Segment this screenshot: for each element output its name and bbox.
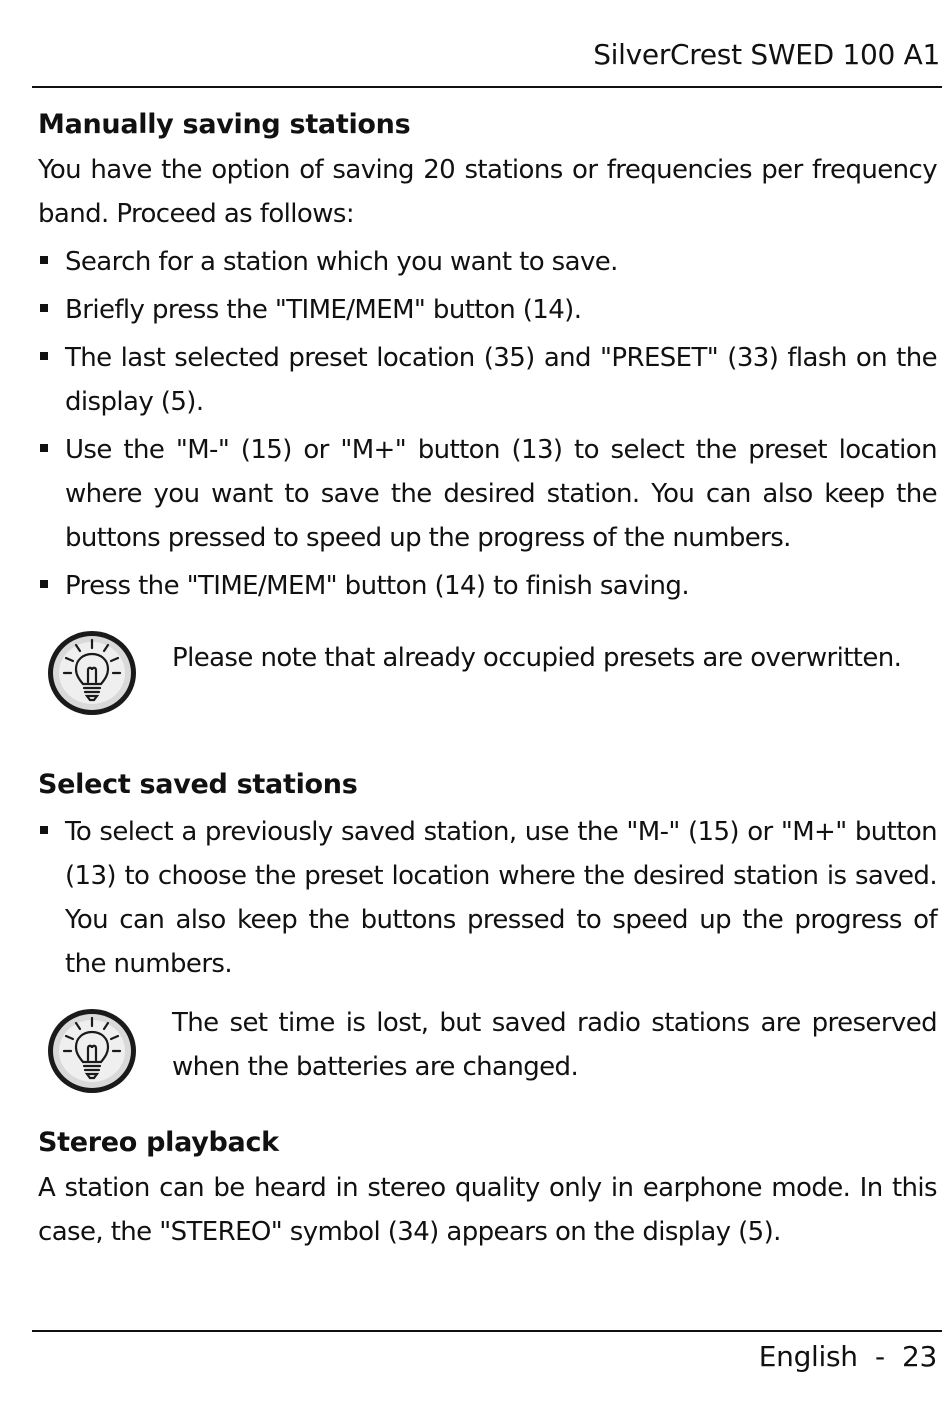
bullet-marker <box>40 256 48 264</box>
lightbulb-icon <box>46 626 146 722</box>
note-box <box>38 626 937 722</box>
step-list <box>38 240 937 608</box>
bullet-marker <box>40 580 48 588</box>
section-heading-stereo: Stereo playback <box>38 1127 279 1158</box>
page-content <box>38 104 937 1254</box>
bullet-marker <box>40 826 48 834</box>
section-heading-select-saved: Select saved stations <box>38 769 358 800</box>
list-item: Briefly press the "TIME/MEM" button (14). <box>38 288 937 332</box>
section-intro: You have the option of saving 20 stations or frequencies per frequency band. Proceed as follows: <box>38 155 937 229</box>
bullet-marker <box>40 304 48 312</box>
header-rule <box>32 86 942 88</box>
section-text: A station can be heard in stereo quality only in earphone mode. In this case, the "STEREO" symbol (34) appears on the display (5). <box>38 1173 937 1247</box>
lightbulb-icon <box>46 1004 146 1100</box>
page-footer: English - 23 <box>758 1340 937 1373</box>
list-item: Use the "M-" (15) or "M+" button (13) to select the preset location where you want to save the desired station. You can also keep the buttons pressed to speed up the progress of the numbers. <box>38 428 937 560</box>
running-header: SilverCrest SWED 100 A1 <box>593 38 940 71</box>
bullet-marker <box>40 444 48 452</box>
bullet-marker <box>40 352 48 360</box>
step-list <box>38 810 937 986</box>
note-box <box>38 1004 937 1100</box>
list-item: Search for a station which you want to save. <box>38 240 937 284</box>
list-item: To select a previously saved station, use the "M-" (15) or "M+" button (13) to choose the preset location where the desired station is saved. You can also keep the buttons pressed to speed up the progress of the numbers. <box>38 810 937 986</box>
footer-rule <box>32 1330 942 1332</box>
note-text: Please note that already occupied presets are overwritten. <box>172 643 902 673</box>
list-item: The last selected preset location (35) and "PRESET" (33) flash on the display (5). <box>38 336 937 424</box>
list-item: Press the "TIME/MEM" button (14) to finish saving. <box>38 564 937 608</box>
note-text: The set time is lost, but saved radio stations are preserved when the batteries are changed. <box>172 1008 937 1082</box>
section-heading-manual-saving: Manually saving stations <box>38 109 411 140</box>
